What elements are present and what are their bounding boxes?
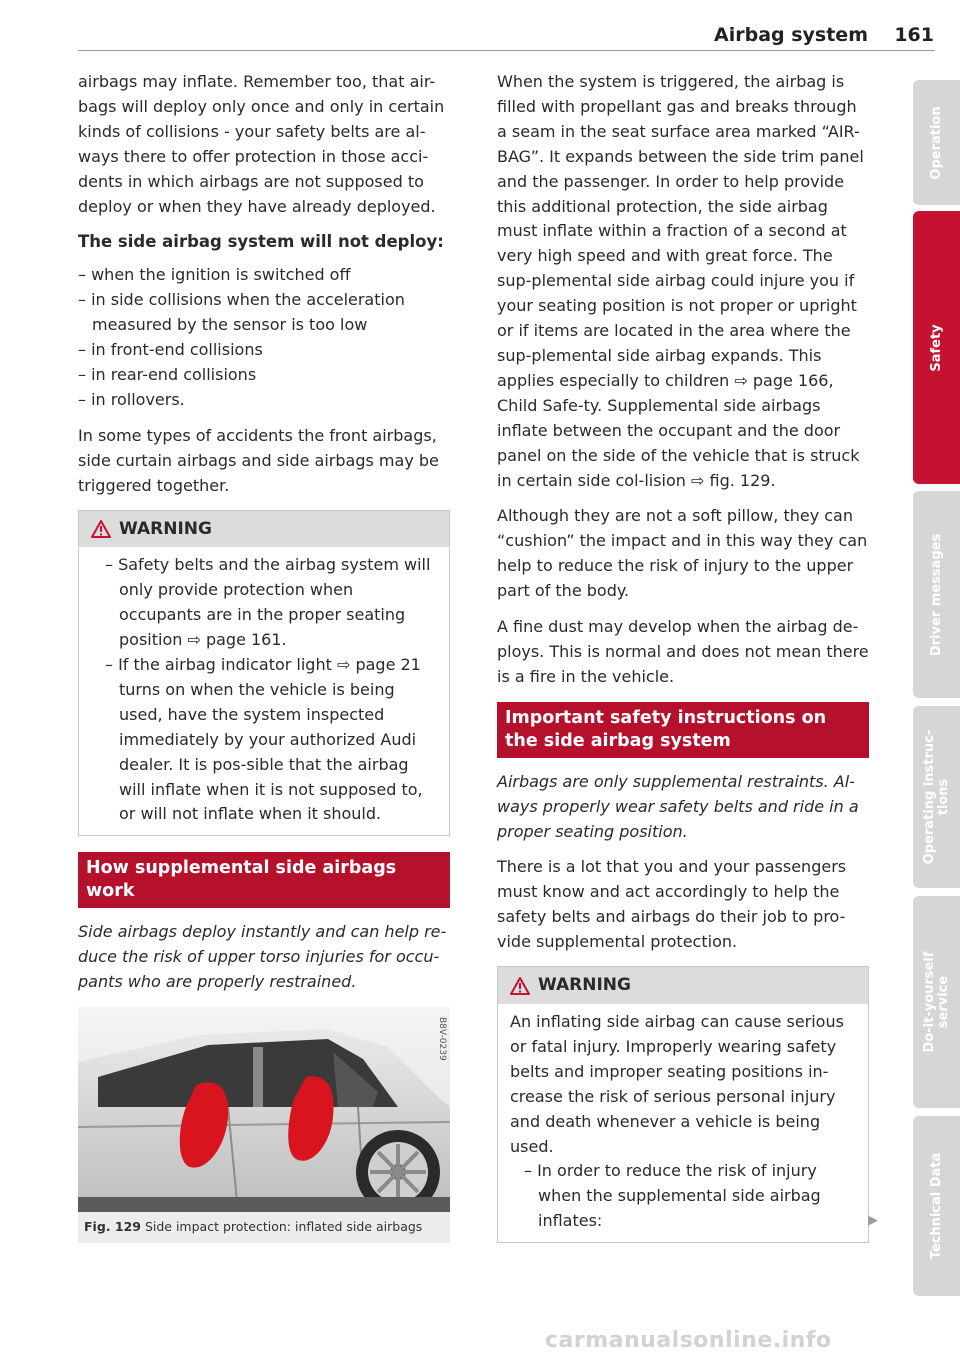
list-item: – when the ignition is switched off	[78, 265, 351, 285]
list-item: – in side collisions when the acceleration measured by the sensor is too low	[78, 290, 405, 335]
warning-text: An inflating side airbag can cause serious or fatal injury. Improperly wearing safety belts and improper seating positions in-crease the risk of serious personal injury and death whenever a vehicle is being used.	[510, 1012, 844, 1156]
passengers-paragraph: There is a lot that you and your passengers must know and act accordingly to help the safety belts and airbags do their job to pro-vide supplemental protection.	[497, 857, 847, 952]
side-tab-label: Do-it-yourself service	[921, 951, 951, 1053]
warning-triangle-icon	[510, 977, 530, 995]
running-header-title: Airbag system	[714, 24, 868, 46]
warning-title: WARNING	[119, 518, 212, 539]
section-heading-how-side-airbags-work: How supplemental side airbags work	[78, 852, 450, 908]
figure-label: Fig. 129	[84, 1219, 141, 1235]
section-intro-right: Airbags are only supplemental restraints. Al-ways properly wear safety belts and ride in a proper seating position.	[497, 771, 859, 841]
side-tab-label: Operating instruc- tions	[921, 729, 951, 865]
side-tab-driver-messages[interactable]	[913, 491, 960, 698]
left-column	[78, 70, 450, 1243]
trigger-paragraph: When the system is triggered, the airbag is filled with propellant gas and breaks through a seam in the seat surface area marked “AIR-BAG”. It expands between the side trim panel and the passenger. In order to help provide this additional protection, the side airbag must inflate within a fraction of a second at very high speed and with great force. The sup-plemental side airbag could injure you if your seating position is not proper or upright or if items are located in the area where the sup-plemental side airbag expands. This applies especially to children ⇨ page 166, Child Safe-ty. Supplemental side airbags inflate between the occupant and the door panel on the side of the vehicle that is struck in certain side col-lision ⇨ fig. 129.	[497, 72, 864, 490]
no-deploy-list	[78, 263, 450, 412]
side-tab-label: Safety	[928, 323, 944, 372]
side-tab-label: Operation	[928, 105, 944, 180]
section-intro-left: Side airbags deploy instantly and can help re-duce the risk of upper torso injuries for occu-pants who are properly restrained.	[78, 922, 447, 992]
figure-caption	[78, 1212, 450, 1243]
figure-129	[78, 1007, 450, 1243]
cushion-paragraph: Although they are not a soft pillow, they can “cushion” the impact and in this way they can help to reduce the risk of injury to the upper part of the body.	[497, 506, 868, 601]
side-tab-do-it-yourself[interactable]	[913, 896, 960, 1108]
figure-caption-text: Side impact protection: inflated side airbags	[144, 1219, 423, 1235]
figure-code: B8V-0239	[437, 1017, 447, 1061]
site-watermark: carmanualsonline.info	[545, 1328, 832, 1353]
dust-paragraph: A fine dust may develop when the airbag de-ploys. This is normal and does not mean there is a fire in the vehicle.	[497, 617, 869, 686]
warning-body	[498, 1004, 868, 1242]
warning-header	[498, 967, 868, 1004]
side-tab-technical-data[interactable]	[913, 1116, 960, 1296]
warning-box-left	[78, 510, 450, 837]
warning-body	[79, 547, 449, 835]
combined-trigger-paragraph: In some types of accidents the front airbags, side curtain airbags and side airbags may be triggered together.	[78, 425, 439, 495]
warning-item: – In order to reduce the risk of injury when the supplemental side airbag inflates:	[524, 1161, 821, 1231]
page-number: 161	[894, 24, 934, 46]
warning-box-right	[497, 966, 869, 1243]
warning-triangle-icon	[91, 520, 111, 538]
side-tab-operation[interactable]	[913, 80, 960, 205]
list-item: – in rollovers.	[78, 389, 185, 409]
right-column	[497, 70, 869, 1259]
warning-header	[79, 511, 449, 548]
subheading-no-deploy: The side airbag system will not deploy:	[78, 232, 444, 252]
intro-paragraph: airbags may inflate. Remember too, that air-bags will deploy only once and only in certain kinds of collisions - your safety belts are al-ways there to offer protection in those acci-dents in which airbags are not supposed to deploy or when they have already deployed.	[78, 72, 445, 216]
header-rule	[78, 50, 935, 51]
warning-item: – If the airbag indicator light ⇨ page 21 turns on when the vehicle is being used, have the system inspected immediately by your authorized Audi dealer. It is pos-sible that the airbag will inflate when it is not supposed to, or will not inflate when it should.	[105, 655, 423, 824]
side-airbag-illustration	[78, 1007, 450, 1212]
section-heading-important-safety: Important safety instructions on the side airbag system	[497, 702, 869, 758]
warning-title: WARNING	[538, 975, 631, 996]
side-tab-safety[interactable]	[913, 211, 960, 484]
list-item: – in front-end collisions	[78, 340, 263, 360]
warning-item: – Safety belts and the airbag system will only provide protection when occupants are in the proper seating position ⇨ page 161.	[105, 555, 431, 650]
continue-arrow-icon: ▶	[868, 1213, 878, 1228]
side-tab-label: Driver messages	[928, 533, 944, 656]
side-tab-label: Technical Data	[928, 1152, 944, 1260]
list-item: – in rear-end collisions	[78, 364, 257, 384]
side-tab-operating-instructions[interactable]	[913, 706, 960, 888]
